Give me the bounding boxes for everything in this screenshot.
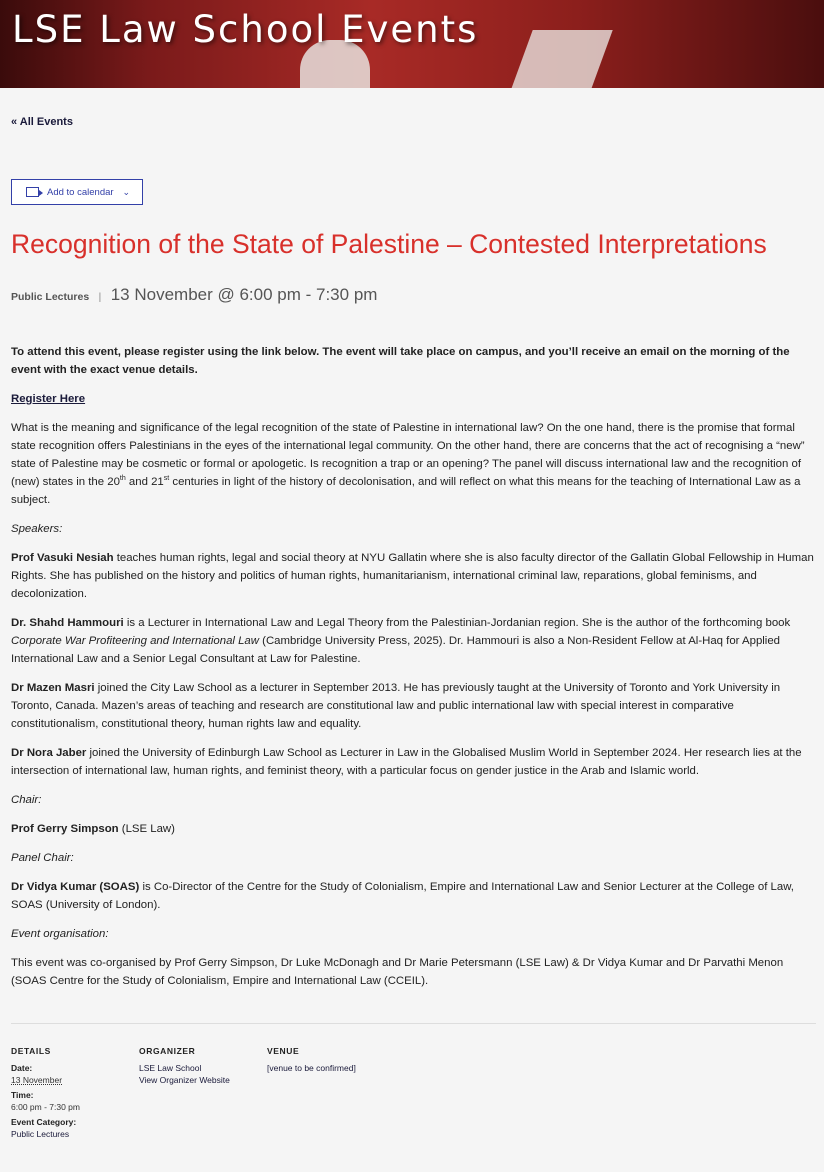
organizer-heading: ORGANIZER <box>139 1046 196 1056</box>
add-to-calendar-button[interactable] <box>11 179 143 205</box>
chair-name: Prof Gerry Simpson <box>11 823 119 835</box>
speaker-name: Dr Nora Jaber <box>11 747 87 759</box>
category-label: Event Category: <box>11 1117 77 1127</box>
organizer-column <box>139 1046 230 1085</box>
event-meta <box>11 285 377 305</box>
panel-chair-info: Dr Vidya Kumar (SOAS) is Co-Director of the Centre for the Study of Colonialism, Empire and International Law and Senior Lecturer at the College of Law, SOAS (University of London). <box>11 881 794 911</box>
speaker-name: Dr Mazen Masri <box>11 682 95 694</box>
organizer-name-link[interactable]: LSE Law School <box>139 1063 202 1073</box>
chair-heading: Chair: <box>11 794 42 806</box>
speaker-bio: Dr Mazen Masri joined the City Law School as a lecturer in September 2013. He has previously taught at the University of Toronto and York University in Toronto, Canada. Mazen’s areas of teaching and research are constitutional law and public international law with special interest in comparative constitutionalism, constitutional theory, human rights law and equality. <box>11 682 781 730</box>
venue-heading: VENUE <box>267 1046 300 1056</box>
speaker-bio: Dr Nora Jaber joined the University of Edinburgh Law School as Lecturer in Law in the Globalised Muslim World in September 2024. Her research lies at the intersection of international law, human rights, and feminist theory, with a particular focus on gender justice in the Arab and Islamic world. <box>11 747 802 777</box>
time-value: 6:00 pm - 7:30 pm <box>11 1102 80 1112</box>
event-summary: What is the meaning and significance of the legal recognition of the state of Palestine in international law? On the one hand, there is the promise that formal state recognition offers Palestinians in the eyes of the international legal community. On the other hand, there are concerns that the act of recognising a “new” state of Palestine may be cosmetic or formal or apologetic. Is recognition a trap or an opening? The panel will discuss international law and the recognition of (new) states in the 20th and 21st centuries in light of the history of decolonisation, and will reflect on what this means for the teaching of International Law as a subject. <box>11 422 805 506</box>
event-category[interactable]: Public Lectures <box>11 291 90 303</box>
venue-value: [venue to be confirmed] <box>267 1063 356 1073</box>
all-events-link[interactable]: « All Events <box>11 116 73 128</box>
event-datetime: 13 November @ 6:00 pm - 7:30 pm <box>110 285 378 304</box>
book-title: Corporate War Profiteering and International Law <box>11 635 259 647</box>
calendar-export-icon <box>26 187 39 197</box>
chair-info: Prof Gerry Simpson (LSE Law) <box>11 823 175 835</box>
organisation-text: This event was co-organised by Prof Gerry Simpson, Dr Luke McDonagh and Dr Marie Petersmann (LSE Law) & Dr Vidya Kumar and Dr Parvathi Menon (SOAS Centre for the Study of Colonialism, Empire and International Law (CCEIL). <box>11 957 784 987</box>
chevron-down-icon: ⌄ <box>122 186 131 197</box>
event-title: Recognition of the State of Palestine – Contested Interpretations <box>11 229 767 259</box>
speaker-bio: Prof Vasuki Nesiah teaches human rights, legal and social theory at NYU Gallatin where she is also faculty director of the Gallatin Global Fellowship in Human Rights. She has published on the history and politics of human rights, humanitarianism, international criminal law, reparations, global feminisms, and decolonization. <box>11 552 814 600</box>
date-label: Date: <box>11 1063 33 1073</box>
register-link[interactable]: Register Here <box>11 393 86 405</box>
site-header <box>0 0 824 88</box>
venue-column <box>267 1046 356 1073</box>
speaker-bio: Dr. Shahd Hammouri is a Lecturer in International Law and Legal Theory from the Palestinian-Jordanian region. She is the author of the forthcoming book Corporate War Profiteering and International Law (Cambridge University Press, 2025). Dr. Hammouri is also a Non-Resident Fellow at Al-Haq for Applied International Law and a Senior Legal Consultant at Law for Palestine. <box>11 617 791 665</box>
time-label: Time: <box>11 1090 34 1100</box>
panel-chair-name: Dr Vidya Kumar (SOAS) <box>11 881 140 893</box>
organizer-website-link[interactable]: View Organizer Website <box>139 1075 230 1085</box>
category-link[interactable]: Public Lectures <box>11 1129 70 1139</box>
meta-separator: | <box>98 292 102 303</box>
speaker-name: Dr. Shahd Hammouri <box>11 617 124 629</box>
panel-chair-heading: Panel Chair: <box>11 852 74 864</box>
organisation-heading: Event organisation: <box>11 928 109 940</box>
date-value: 13 November <box>11 1075 63 1085</box>
details-column <box>11 1046 80 1139</box>
event-details-section <box>11 1023 816 1139</box>
header-background-shape <box>507 30 612 88</box>
site-title[interactable]: LSE Law School Events <box>12 8 479 51</box>
event-description <box>11 343 816 990</box>
details-heading: DETAILS <box>11 1046 51 1056</box>
registration-notice: To attend this event, please register using the link below. The event will take place on campus, and you’ll receive an email on the morning of the event with the exact venue details. <box>11 346 790 376</box>
add-to-calendar-label: Add to calendar <box>47 186 114 198</box>
speaker-name: Prof Vasuki Nesiah <box>11 552 114 564</box>
speakers-heading: Speakers: <box>11 523 63 535</box>
